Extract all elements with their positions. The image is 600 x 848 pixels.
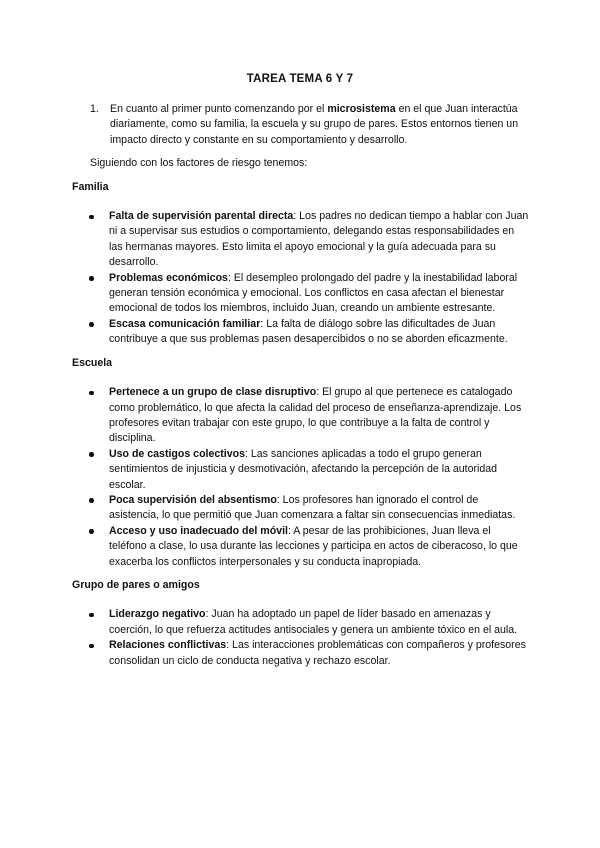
- section-heading-escuela: Escuela: [72, 356, 113, 369]
- list-item: [72, 317, 530, 348]
- bullet-dot: [89, 391, 94, 396]
- list-item-text: : Los padres no dedican tiempo a hablar con Juan ni a supervisar sus estudios o comportamiento, delegando estas responsabilidades en las hermanas mayores. Esto limita el apoyo emocional y la guía adecuada para su desarrollo.: [109, 210, 529, 269]
- list-item-term: Falta de supervisión parental directa: [109, 210, 294, 223]
- list-item-term: Liderazgo negativo: [109, 608, 206, 621]
- list-item: [72, 607, 530, 638]
- list-item-term: Relaciones conflictivas: [109, 639, 227, 652]
- list-item: [72, 385, 530, 447]
- section-heading-grupo-de-pares: Grupo de pares o amigos: [72, 578, 200, 591]
- list-item-text: : Juan ha adoptado un papel de líder basado en amenazas y coerción, lo que refuerza actitudes antisociales y genera un ambiente tóxico en el aula.: [109, 608, 518, 636]
- bullet-list-familia: [72, 209, 530, 348]
- bullet-dot: [89, 215, 94, 220]
- bullet-dot: [89, 322, 94, 327]
- bullet-list-grupo-de-pares: [72, 607, 530, 669]
- list-item-term: Pertenece a un grupo de clase disruptivo: [109, 386, 317, 399]
- intro-text-post: en el que Juan interactúa diariamente, como su familia, la escuela y su grupo de pares. Estos entornos tienen un impacto directo y constante en su comportamiento y desarrollo.: [110, 103, 519, 146]
- list-item-text: : La falta de diálogo sobre las dificultades de Juan contribuye a que sus problemas pasen desapercibidos o no se aborden eficazmente.: [109, 317, 508, 346]
- list-item-term: Escasa comunicación familiar: [109, 317, 261, 330]
- list-item-text: : Las interacciones problemáticas con compañeros y profesores consolidan un ciclo de conducta negativa y rechazo escolar.: [109, 639, 526, 667]
- list-item: [72, 493, 530, 524]
- document-body: [72, 102, 530, 669]
- bullet-dot: [89, 498, 94, 503]
- bullet-dot: [89, 276, 94, 281]
- bullet-dot: [89, 529, 94, 534]
- document-title: TAREA TEMA 6 Y 7: [246, 73, 354, 85]
- list-item-term: Uso de castigos colectivos: [109, 447, 246, 460]
- list-item: [72, 638, 530, 669]
- list-item: [72, 524, 530, 570]
- bullet-dot: [89, 613, 94, 618]
- intro-text-bold: microsistema: [327, 103, 396, 115]
- list-item-text: : Las sanciones aplicadas a todo el grupo generan sentimientos de injusticia y desmotivación, afectando la percepción de la autoridad escolar.: [109, 447, 498, 491]
- lead-paragraph: Siguiendo con los factores de riesgo tenemos:: [90, 157, 308, 170]
- list-item-text: : El desempleo prolongado del padre y la inestabilidad laboral generan tensión económica y emocional. Los conflictos en casa afectan el bienestar emocional de todos los miembros, incluido Juan, creando un ambiente estresante.: [109, 271, 518, 315]
- list-item: [72, 447, 530, 493]
- list-item-text: : El grupo al que pertenece es catalogado como problemático, lo que afecta la calidad del proceso de enseñanza-aprendizaje. Los profesores evitan trabajar con este grupo, lo que contribuye a la falta de control y disciplina.: [109, 386, 522, 445]
- list-item: [72, 271, 530, 317]
- list-item-text: : Los profesores han ignorado el control de asistencia, lo que permitió que Juan comenzara a faltar sin consecuencias inmediatas.: [109, 493, 516, 522]
- bullet-list-escuela: [72, 385, 530, 570]
- item-number: 1.: [90, 103, 99, 115]
- list-item-term: Acceso y uso inadecuado del móvil: [109, 524, 288, 537]
- list-item-text: : A pesar de las prohibiciones, Juan lleva el teléfono a clase, lo usa durante las lecciones y participa en actos de ciberacoso, lo que exacerba los conflictos interpersonales y su conducta inapropiada.: [109, 524, 518, 568]
- numbered-item: [72, 102, 530, 148]
- intro-text-pre: En cuanto al primer punto comenzando por el: [110, 103, 328, 115]
- bullet-dot: [89, 644, 94, 649]
- list-item-term: Poca supervisión del absentismo: [109, 493, 277, 506]
- bullet-dot: [89, 452, 94, 457]
- section-heading-familia: Familia: [72, 180, 109, 193]
- list-item: [72, 209, 530, 271]
- list-item-term: Problemas económicos: [109, 271, 228, 284]
